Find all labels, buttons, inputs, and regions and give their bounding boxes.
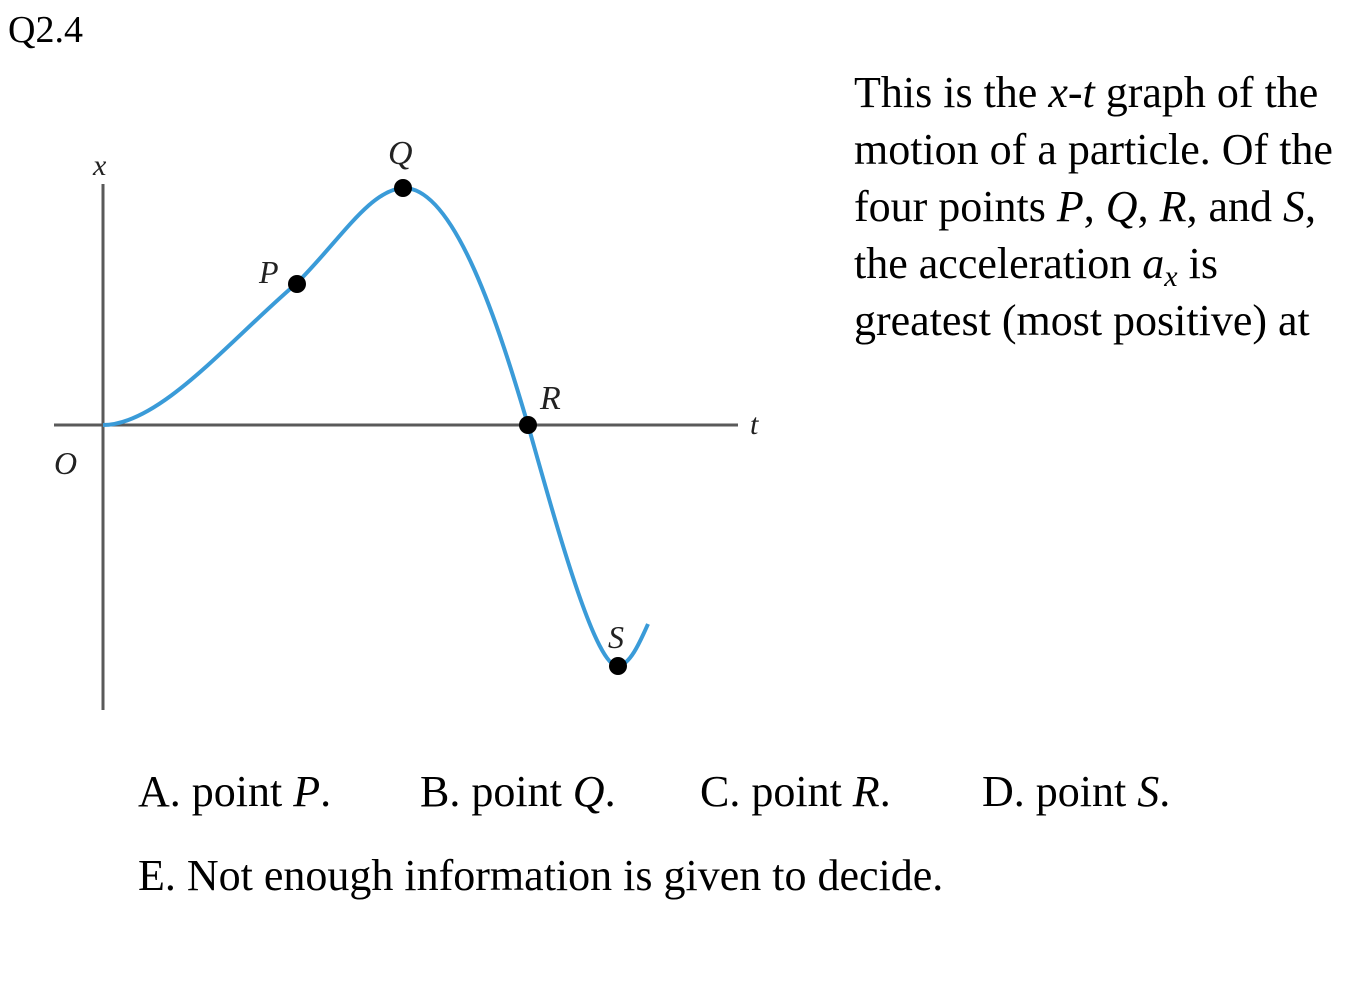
point-p-marker	[288, 275, 306, 293]
origin-label: O	[54, 445, 78, 481]
point-r-marker	[519, 416, 537, 434]
choice-b[interactable]: B. point Q.	[420, 767, 616, 816]
t-axis-label: t	[750, 408, 759, 441]
question-prompt: This is the x-t graph of the motion of a particle. Of the four points P, Q, R, and S, the acceleration $a_x$ is greatest (most positive) at	[854, 68, 1333, 345]
answer-choices	[138, 766, 1171, 901]
choice-e[interactable]: E. Not enough information is given to decide.	[138, 851, 944, 900]
choice-a[interactable]: A. point P.	[138, 767, 332, 816]
question-number: Q2.4	[8, 9, 83, 51]
point-p-label: P	[259, 254, 279, 290]
x-axis-label: x	[93, 149, 107, 182]
choice-d[interactable]: D. point S.	[982, 767, 1171, 816]
point-q-marker	[394, 179, 412, 197]
point-s-marker	[609, 657, 627, 675]
x-t-graph	[0, 0, 840, 740]
choice-c[interactable]: C. point R.	[700, 767, 891, 816]
point-q-label: Q	[388, 135, 413, 172]
point-s-label: S	[608, 619, 624, 655]
point-r-label: R	[540, 380, 561, 417]
motion-curve	[103, 188, 648, 666]
